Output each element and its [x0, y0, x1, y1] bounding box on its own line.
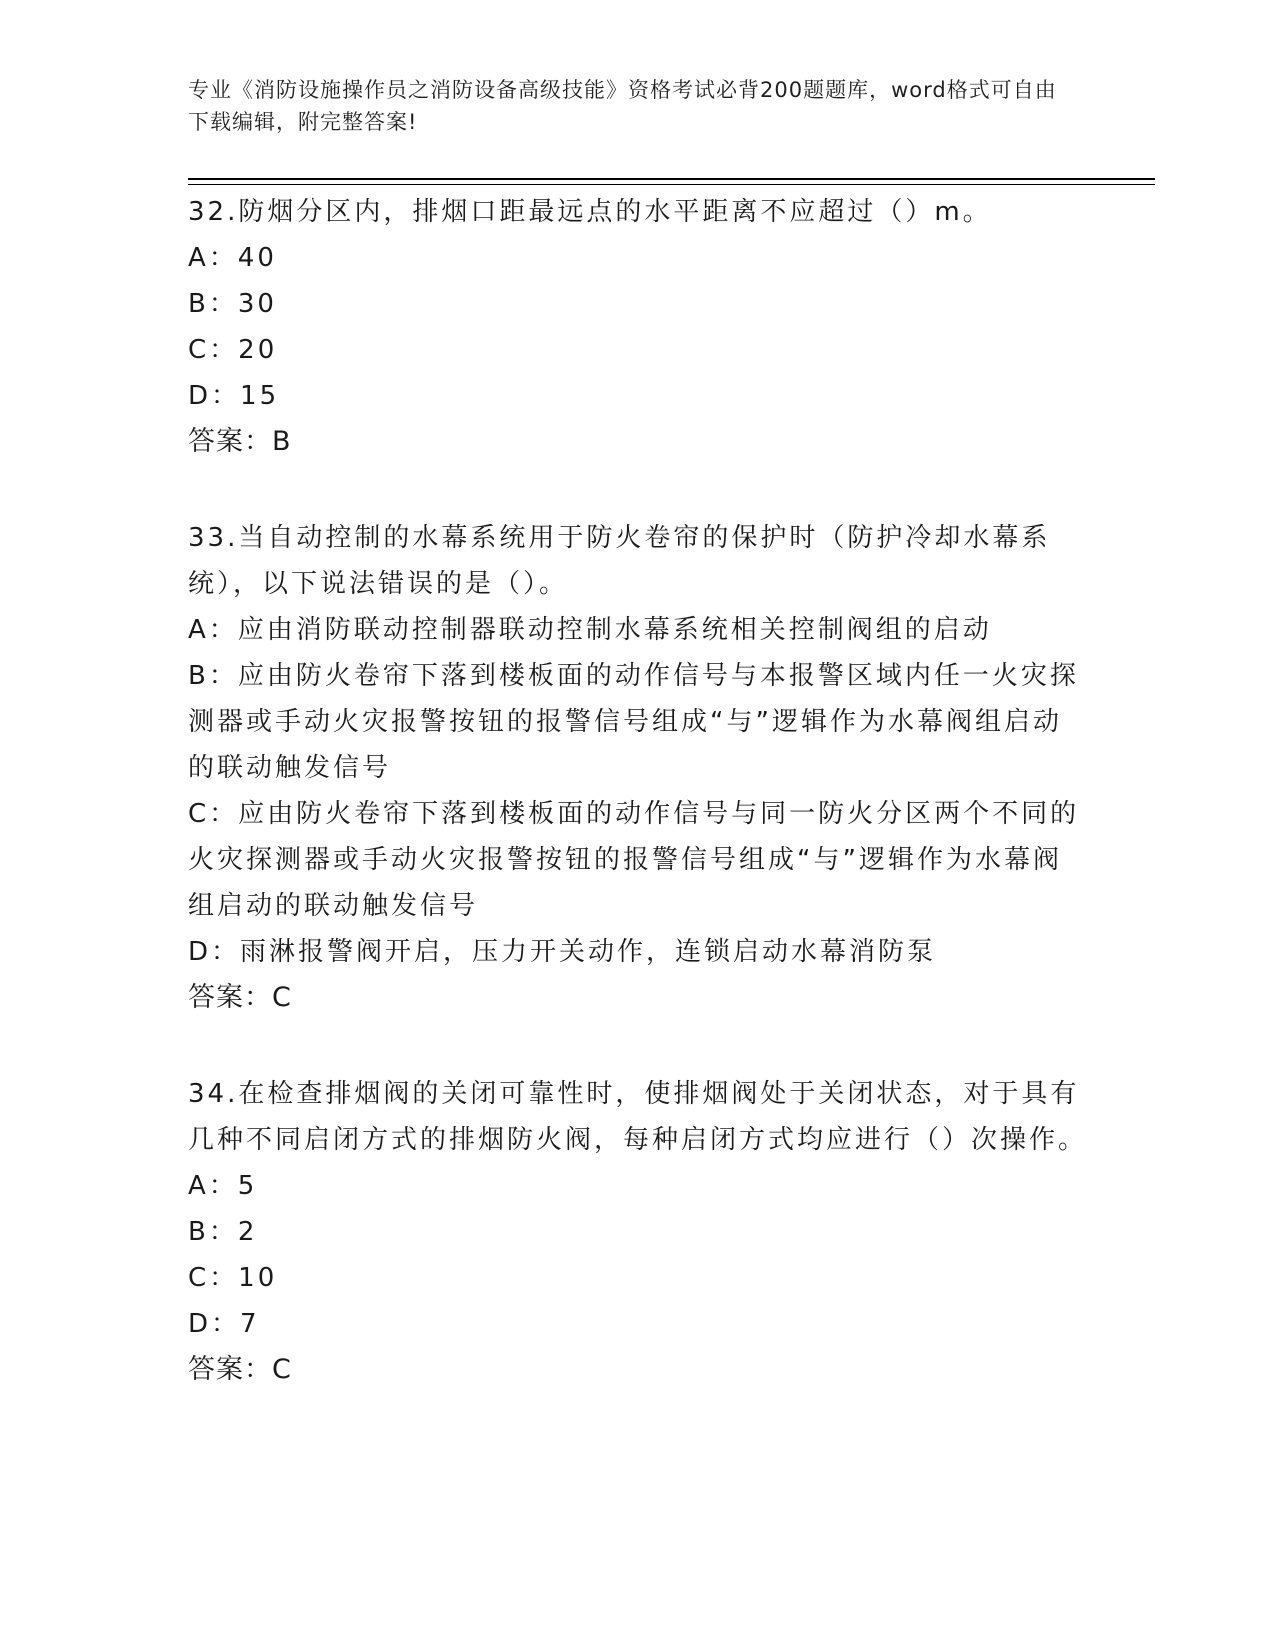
header-divider-thick: [188, 178, 1155, 180]
option-d: D：15: [188, 381, 280, 411]
option-b: B：30: [188, 289, 277, 319]
option-c: C：应由防火卷帘下落到楼板面的动作信号与同一防火分区两个不同的火灾探测器或手动火灾报警按钮的报警信号组成“与”逻辑作为水幕阀组启动的联动触发信号: [188, 799, 1080, 921]
document-header: [188, 74, 1068, 138]
answer-line: 答案：C: [188, 982, 292, 1013]
answer-line: 答案：C: [188, 1354, 292, 1385]
option-a: A：40: [188, 243, 277, 273]
option-b: B：应由防火卷帘下落到楼板面的动作信号与本报警区域内任一火灾探测器或手动火灾报警按钮的报警信号组成“与”逻辑作为水幕阀组启动的联动触发信号: [188, 661, 1079, 783]
option-d: D：7: [188, 1309, 260, 1339]
option-b: B：2: [188, 1217, 258, 1247]
option-d: D：雨淋报警阀开启，压力开关动作，连锁启动水幕消防泵: [188, 937, 937, 967]
option-c: C：10: [188, 1263, 278, 1293]
question-stem: 34.在检查排烟阀的关闭可靠性时，使排烟阀处于关闭状态，对于具有几种不同启闭方式的排烟防火阀，每种启闭方式均应进行（）次操作。: [188, 1079, 1088, 1155]
option-c: C：20: [188, 335, 278, 365]
question-stem: 32.防烟分区内，排烟口距最远点的水平距离不应超过（）m。: [188, 197, 992, 227]
option-a: A：应由消防联动控制器联动控制水幕系统相关控制阀组的启动: [188, 615, 992, 645]
question-stem: 33.当自动控制的水幕系统用于防火卷帘的保护时（防护冷却水幕系统），以下说法错误的是（）。: [188, 523, 1051, 599]
question-32: [188, 189, 1088, 465]
header-divider-thin: [188, 184, 1155, 185]
question-33: [188, 515, 1088, 1021]
answer-line: 答案：B: [188, 426, 292, 457]
header-text: 专业《消防设施操作员之消防设备高级技能》资格考试必背200题题库，word格式可自由下载编辑，附完整答案!: [188, 78, 1057, 134]
option-a: A：5: [188, 1171, 258, 1201]
question-list: [188, 189, 1088, 1393]
question-34: [188, 1071, 1088, 1393]
